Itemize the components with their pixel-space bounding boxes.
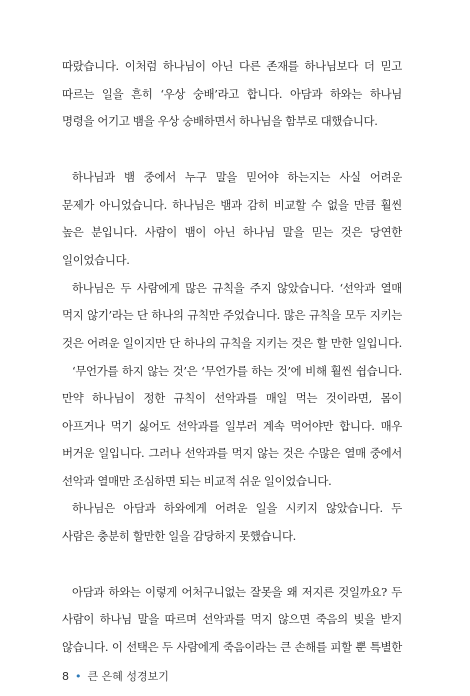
body-line: 만약 하나님이 정한 규칙이 선악과를 매일 먹는 것이라면, 몸이 [62, 391, 402, 405]
body-line: 일이었습니다. [62, 253, 130, 267]
page-number: 8 [62, 670, 69, 683]
body-line: 아프거나 먹기 싫어도 선악과를 일부러 계속 먹어야만 합니다. 매우 [62, 419, 402, 433]
body-line: 하나님은 두 사람에게 많은 규칙을 주지 않았습니다. ‘선악과 열매 [72, 281, 402, 295]
body-line: 않습니다. 이 선택은 두 사람에게 죽음이라는 큰 손해를 피할 뿐 특별한 [62, 640, 402, 654]
body-line: 것은 어려운 일이지만 단 하나의 규칙을 지키는 것은 할 만한 일입니다. [62, 336, 402, 350]
body-line: 먹지 않기’라는 단 하나의 규칙만 주었습니다. 많은 규칙을 모두 지키는 [62, 308, 402, 322]
body-line: 따랐습니다. 이처럼 하나님이 아닌 다른 존재를 하나님보다 더 믿고 [62, 59, 402, 73]
body-line: ‘무언가를 하지 않는 것’은 ‘무언가를 하는 것’에 비해 훨씬 쉽습니다. [72, 364, 402, 378]
footer-separator: • [75, 670, 82, 683]
body-line: 버거운 일입니다. 그러나 선악과를 먹지 않는 것은 수많은 열매 중에서 [62, 446, 402, 460]
page-footer [62, 670, 169, 684]
body-line: 선악과 열매만 조심하면 되는 비교적 쉬운 일이었습니다. [62, 474, 332, 488]
body-line: 문제가 아니었습니다. 하나님은 뱀과 감히 비교할 수 없을 만큼 훨씬 [62, 198, 402, 212]
body-line: 따르는 일을 흔히 ‘우상 숭배’라고 합니다. 아담과 하와는 하나님 [62, 87, 402, 101]
body-line: 사람은 충분히 할만한 일을 감당하지 못했습니다. [62, 529, 296, 543]
body-line: 하나님은 아담과 하와에게 어려운 일을 시키지 않았습니다. 두 [72, 501, 402, 515]
body-line: 높은 분입니다. 사람이 뱀이 아닌 하나님 말을 믿는 것은 당연한 [62, 225, 402, 239]
body-line: 사람이 하나님 말을 따르며 선악과를 먹지 않으면 죽음의 빚을 받지 [62, 612, 402, 626]
body-line: 하나님과 뱀 중에서 누구 말을 믿어야 하는지는 사실 어려운 [72, 170, 402, 184]
book-title: 큰 은혜 성경보기 [87, 670, 169, 683]
body-line: 명령을 어기고 뱀을 우상 숭배하면서 하나님을 함부로 대했습니다. [62, 114, 378, 128]
body-line: 아담과 하와는 이렇게 어처구니없는 잘못을 왜 저지른 것일까요? 두 [72, 585, 402, 599]
